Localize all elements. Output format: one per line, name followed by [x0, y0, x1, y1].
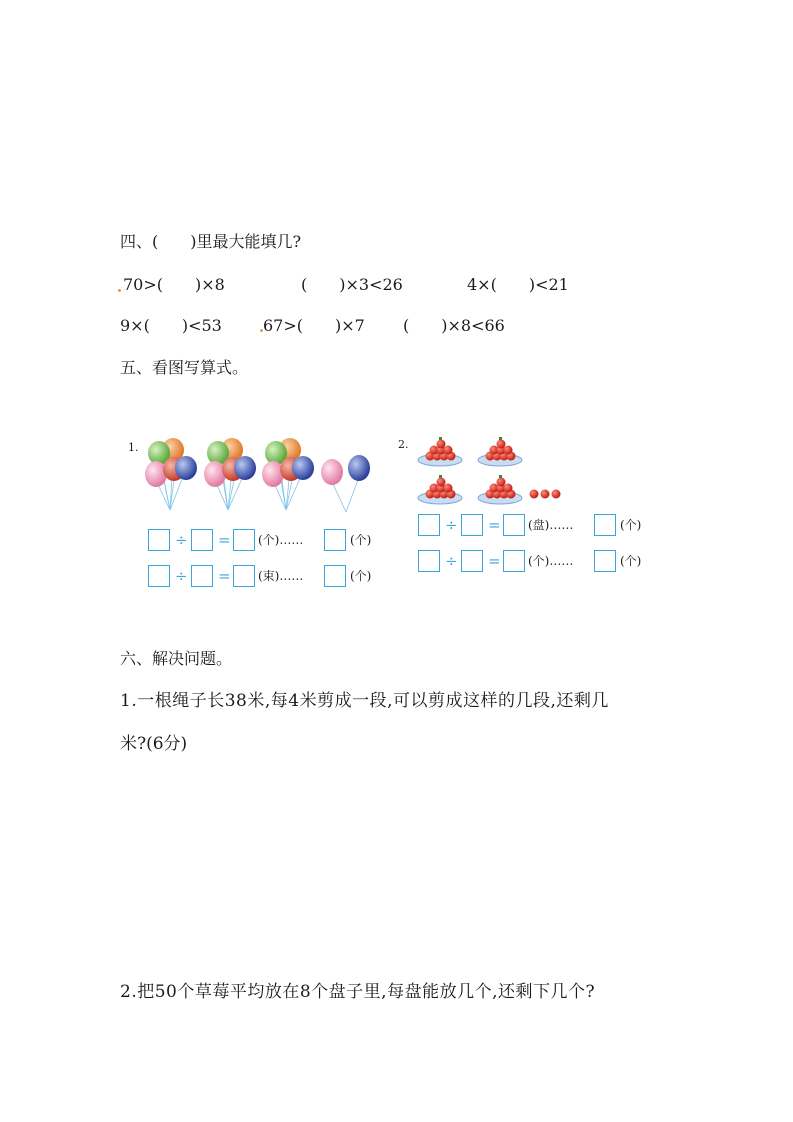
problem-2: 2.把50个草莓平均放在8个盘子里,每盘能放几个,还剩下几个?	[120, 982, 596, 1002]
balloon-bunch-3	[262, 438, 314, 510]
equals-sign: =	[218, 567, 231, 585]
plate-2	[478, 437, 522, 466]
plate-4	[478, 475, 522, 504]
section-4-title: 四、( )里最大能填几?	[120, 232, 302, 251]
section-6-title: 六、解决问题。	[120, 649, 233, 668]
answer-box[interactable]	[324, 565, 346, 587]
figure-2-number: 2.	[398, 438, 409, 451]
problem-1-line-1: 1.一根绳子长38米,每4米剪成一段,可以剪成这样的几段,还剩几	[120, 691, 609, 711]
balloons-illustration	[140, 432, 380, 520]
stray-mark	[260, 329, 263, 332]
answer-box[interactable]	[594, 514, 616, 536]
plate-3	[418, 475, 462, 504]
unit-label: (束)……	[258, 569, 304, 583]
strawberry-plates-illustration	[410, 432, 580, 508]
inequality-2: ( )×3<26	[301, 275, 403, 294]
equals-sign: =	[488, 516, 501, 534]
unit-label: (个)	[350, 569, 372, 583]
inequality-3: 4×( )<21	[467, 275, 569, 294]
answer-box[interactable]	[233, 529, 255, 551]
unit-label: (个)	[350, 533, 372, 547]
balloon-bunch-1	[145, 438, 197, 510]
answer-box[interactable]	[418, 514, 440, 536]
divide-sign: ÷	[445, 552, 458, 570]
section-5-title: 五、看图写算式。	[120, 358, 249, 377]
inequality-4: 9×( )<53	[120, 316, 222, 335]
divide-sign: ÷	[175, 567, 188, 585]
answer-box[interactable]	[461, 514, 483, 536]
answer-box[interactable]	[461, 550, 483, 572]
answer-box[interactable]	[148, 565, 170, 587]
answer-box[interactable]	[503, 514, 525, 536]
unit-label: (个)	[620, 518, 642, 532]
answer-box[interactable]	[148, 529, 170, 551]
answer-box[interactable]	[191, 565, 213, 587]
answer-box[interactable]	[324, 529, 346, 551]
inequality-5: 67>( )×7	[263, 316, 365, 335]
inequality-1: 70>( )×8	[123, 275, 225, 294]
stray-mark	[118, 289, 121, 292]
answer-box[interactable]	[503, 550, 525, 572]
balloon-bunch-2	[204, 438, 256, 510]
inequality-6: ( )×8<66	[403, 316, 505, 335]
divide-sign: ÷	[175, 531, 188, 549]
unit-label: (个)……	[258, 533, 304, 547]
unit-label: (盘)……	[528, 518, 574, 532]
equals-sign: =	[488, 552, 501, 570]
divide-sign: ÷	[445, 516, 458, 534]
figure-1-number: 1.	[128, 441, 139, 454]
equals-sign: =	[218, 531, 231, 549]
answer-box[interactable]	[594, 550, 616, 572]
answer-box[interactable]	[191, 529, 213, 551]
balloon-pair	[321, 455, 370, 512]
plate-1	[418, 437, 462, 466]
problem-1-line-2: 米?(6分)	[120, 734, 188, 754]
answer-box[interactable]	[418, 550, 440, 572]
answer-box[interactable]	[233, 565, 255, 587]
leftover-strawberries	[530, 490, 561, 499]
unit-label: (个)	[620, 554, 642, 568]
unit-label: (个)……	[528, 554, 574, 568]
